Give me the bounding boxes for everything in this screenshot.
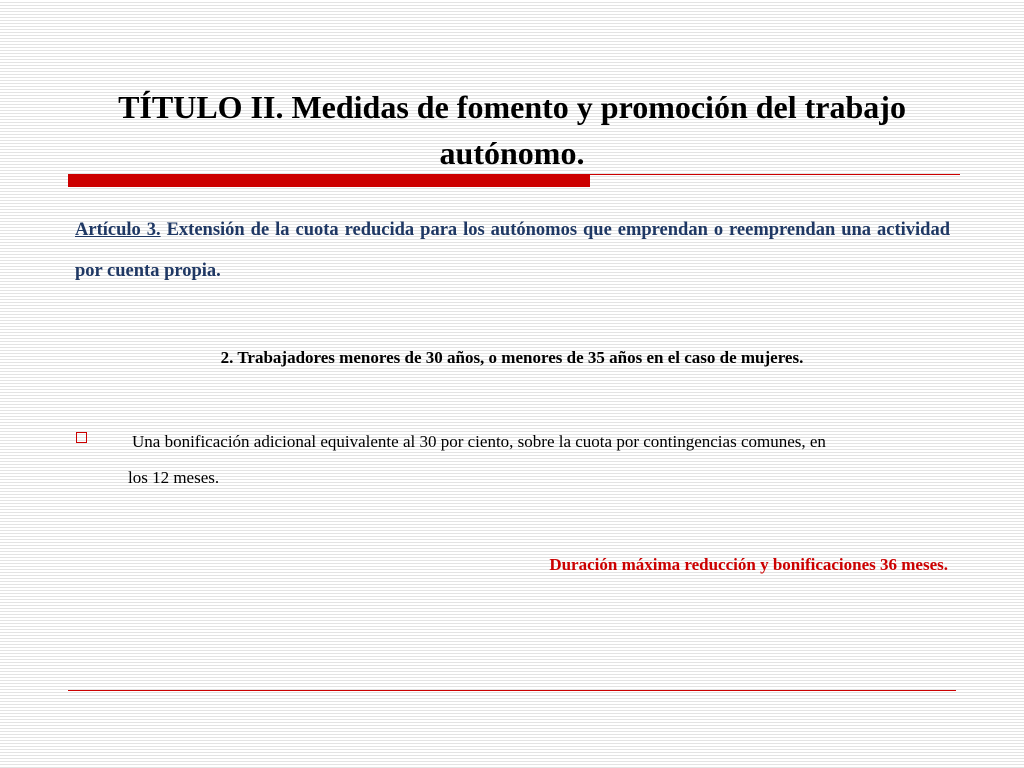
bullet-text-line-2: los 12 meses. — [128, 468, 220, 487]
accent-line — [590, 174, 960, 175]
article-number: Artículo 3. — [75, 220, 161, 240]
highlight-note: Duración máxima reducción y bonificaciones 36 meses. — [549, 555, 948, 574]
article-paragraph — [75, 210, 950, 292]
slide-title-line-1: TÍTULO II. Medidas de fomento y promoción del trabajo — [118, 89, 906, 125]
article-text: Extensión de la cuota reducida para los autónomos que emprendan o reemprendan una actividad por cuenta propia. — [75, 220, 950, 281]
bullet-text-line-1: Una bonificación adicional equivalente al 30 por ciento, sobre la cuota por contingencias comunes, en — [132, 432, 826, 451]
section-heading: 2. Trabajadores menores de 30 años, o menores de 35 años en el caso de mujeres. — [220, 348, 804, 367]
accent-bar — [68, 174, 590, 187]
footer-line — [68, 690, 956, 691]
hollow-square-bullet-icon — [76, 432, 87, 443]
slide-title-line-2: autónomo. — [439, 135, 585, 171]
bullet-item — [128, 424, 958, 496]
slide-title — [60, 84, 964, 176]
